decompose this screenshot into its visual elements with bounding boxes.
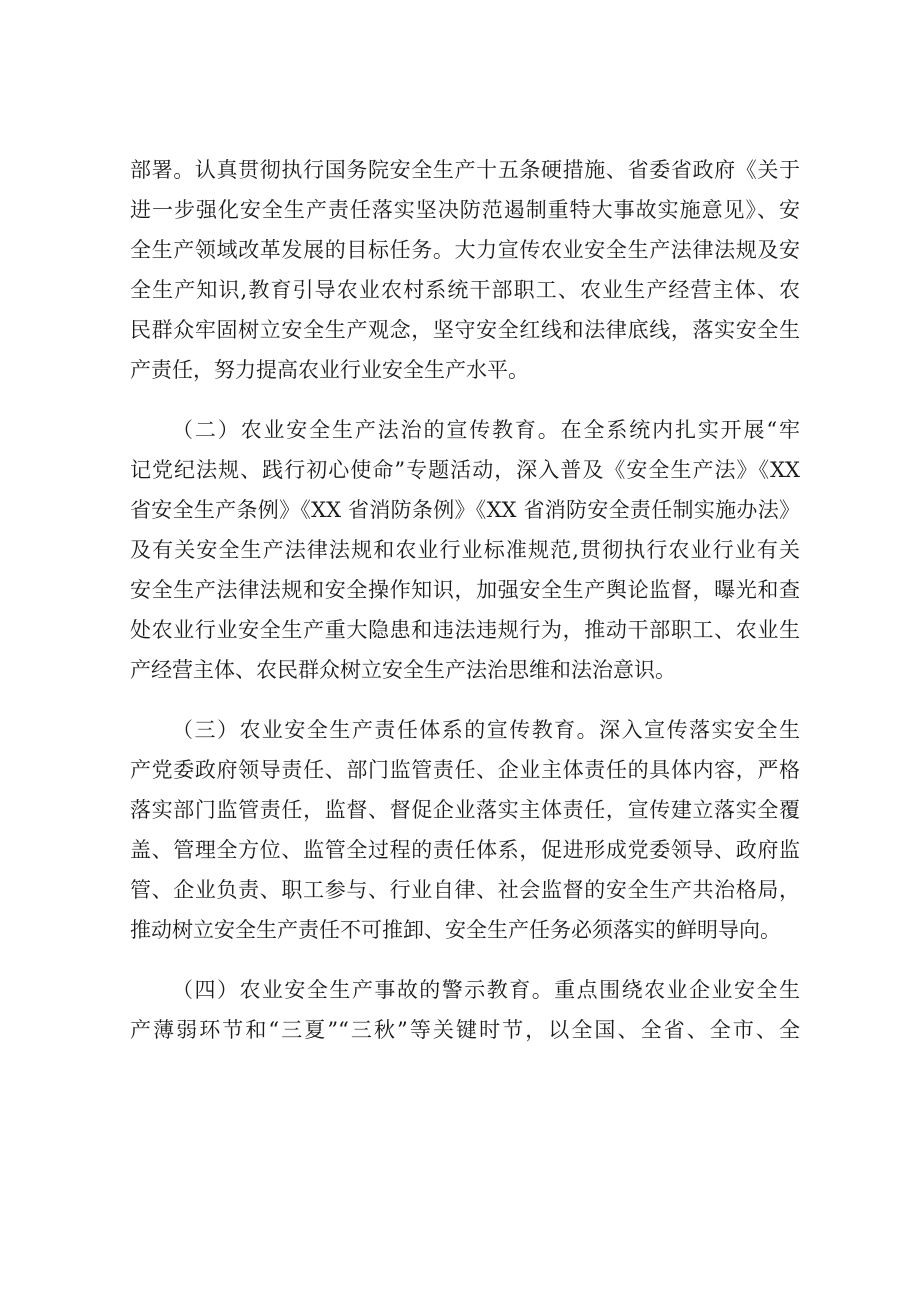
text-line: 管、企业负责、职工参与、行业自律、社会监督的安全生产共治格局， xyxy=(130,878,800,902)
text-line: 落实部门监管责任，监督、督促企业落实主体责任，宣传建立落实全覆 xyxy=(130,798,800,822)
text-line: 推动树立安全生产责任不可推卸、安全生产任务必须落实的鲜明导向。 xyxy=(130,918,781,942)
body-text xyxy=(130,150,800,1050)
text-line: 部署。认真贯彻执行国务院安全生产十五条硬措施、省委省政府《关于 xyxy=(130,158,800,182)
paragraph-4 xyxy=(130,970,800,1050)
paragraph-1 xyxy=(130,150,800,390)
text-line: 全生产领域改革发展的目标任务。大力宣传农业安全生产法律法规及安 xyxy=(130,238,800,262)
text-line: （三）农业安全生产责任体系的宣传教育。深入宣传落实安全生 xyxy=(172,718,800,742)
text-line: 记党纪法规、践行初心使命”专题活动，深入普及《安全生产法》《XX xyxy=(130,458,800,482)
paragraph-2 xyxy=(130,410,800,690)
text-line: 产经营主体、农民群众树立安全生产法治思维和法治意识。 xyxy=(130,658,676,682)
text-line: 产党委政府领导责任、部门监管责任、企业主体责任的具体内容，严格 xyxy=(130,758,800,782)
text-line: 民群众牢固树立安全生产观念，坚守安全红线和法律底线，落实安全生 xyxy=(130,318,800,342)
text-line: （四）农业安全生产事故的警示教育。重点围绕农业企业安全生 xyxy=(172,978,800,1002)
text-line: 全生产知识,教育引导农业农村系统干部职工、农业生产经营主体、农 xyxy=(130,278,800,302)
text-line: 进一步强化安全生产责任落实坚决防范遏制重特大事故实施意见》、安 xyxy=(130,198,800,222)
text-line: 产责任，努力提高农业行业安全生产水平。 xyxy=(130,358,529,382)
text-line: 产薄弱环节和“三夏”“三秋”等关键时节，以全国、全省、全市、全 xyxy=(130,1018,800,1042)
text-line: 盖、管理全方位、监管全过程的责任体系，促进形成党委领导、政府监 xyxy=(130,838,800,862)
text-line: （二）农业安全生产法治的宣传教育。在全系统内扎实开展“牢 xyxy=(172,418,800,442)
text-line: 处农业行业安全生产重大隐患和违法违规行为，推动干部职工、农业生 xyxy=(130,618,800,642)
paragraph-3 xyxy=(130,710,800,950)
text-line: 省安全生产条例》《XX 省消防条例》《XX 省消防安全责任制实施办法》 xyxy=(130,498,800,522)
text-line: 及有关安全生产法律法规和农业行业标准规范,贯彻执行农业行业有关 xyxy=(130,538,800,562)
text-line: 安全生产法律法规和安全操作知识，加强安全生产舆论监督，曝光和查 xyxy=(130,578,800,602)
